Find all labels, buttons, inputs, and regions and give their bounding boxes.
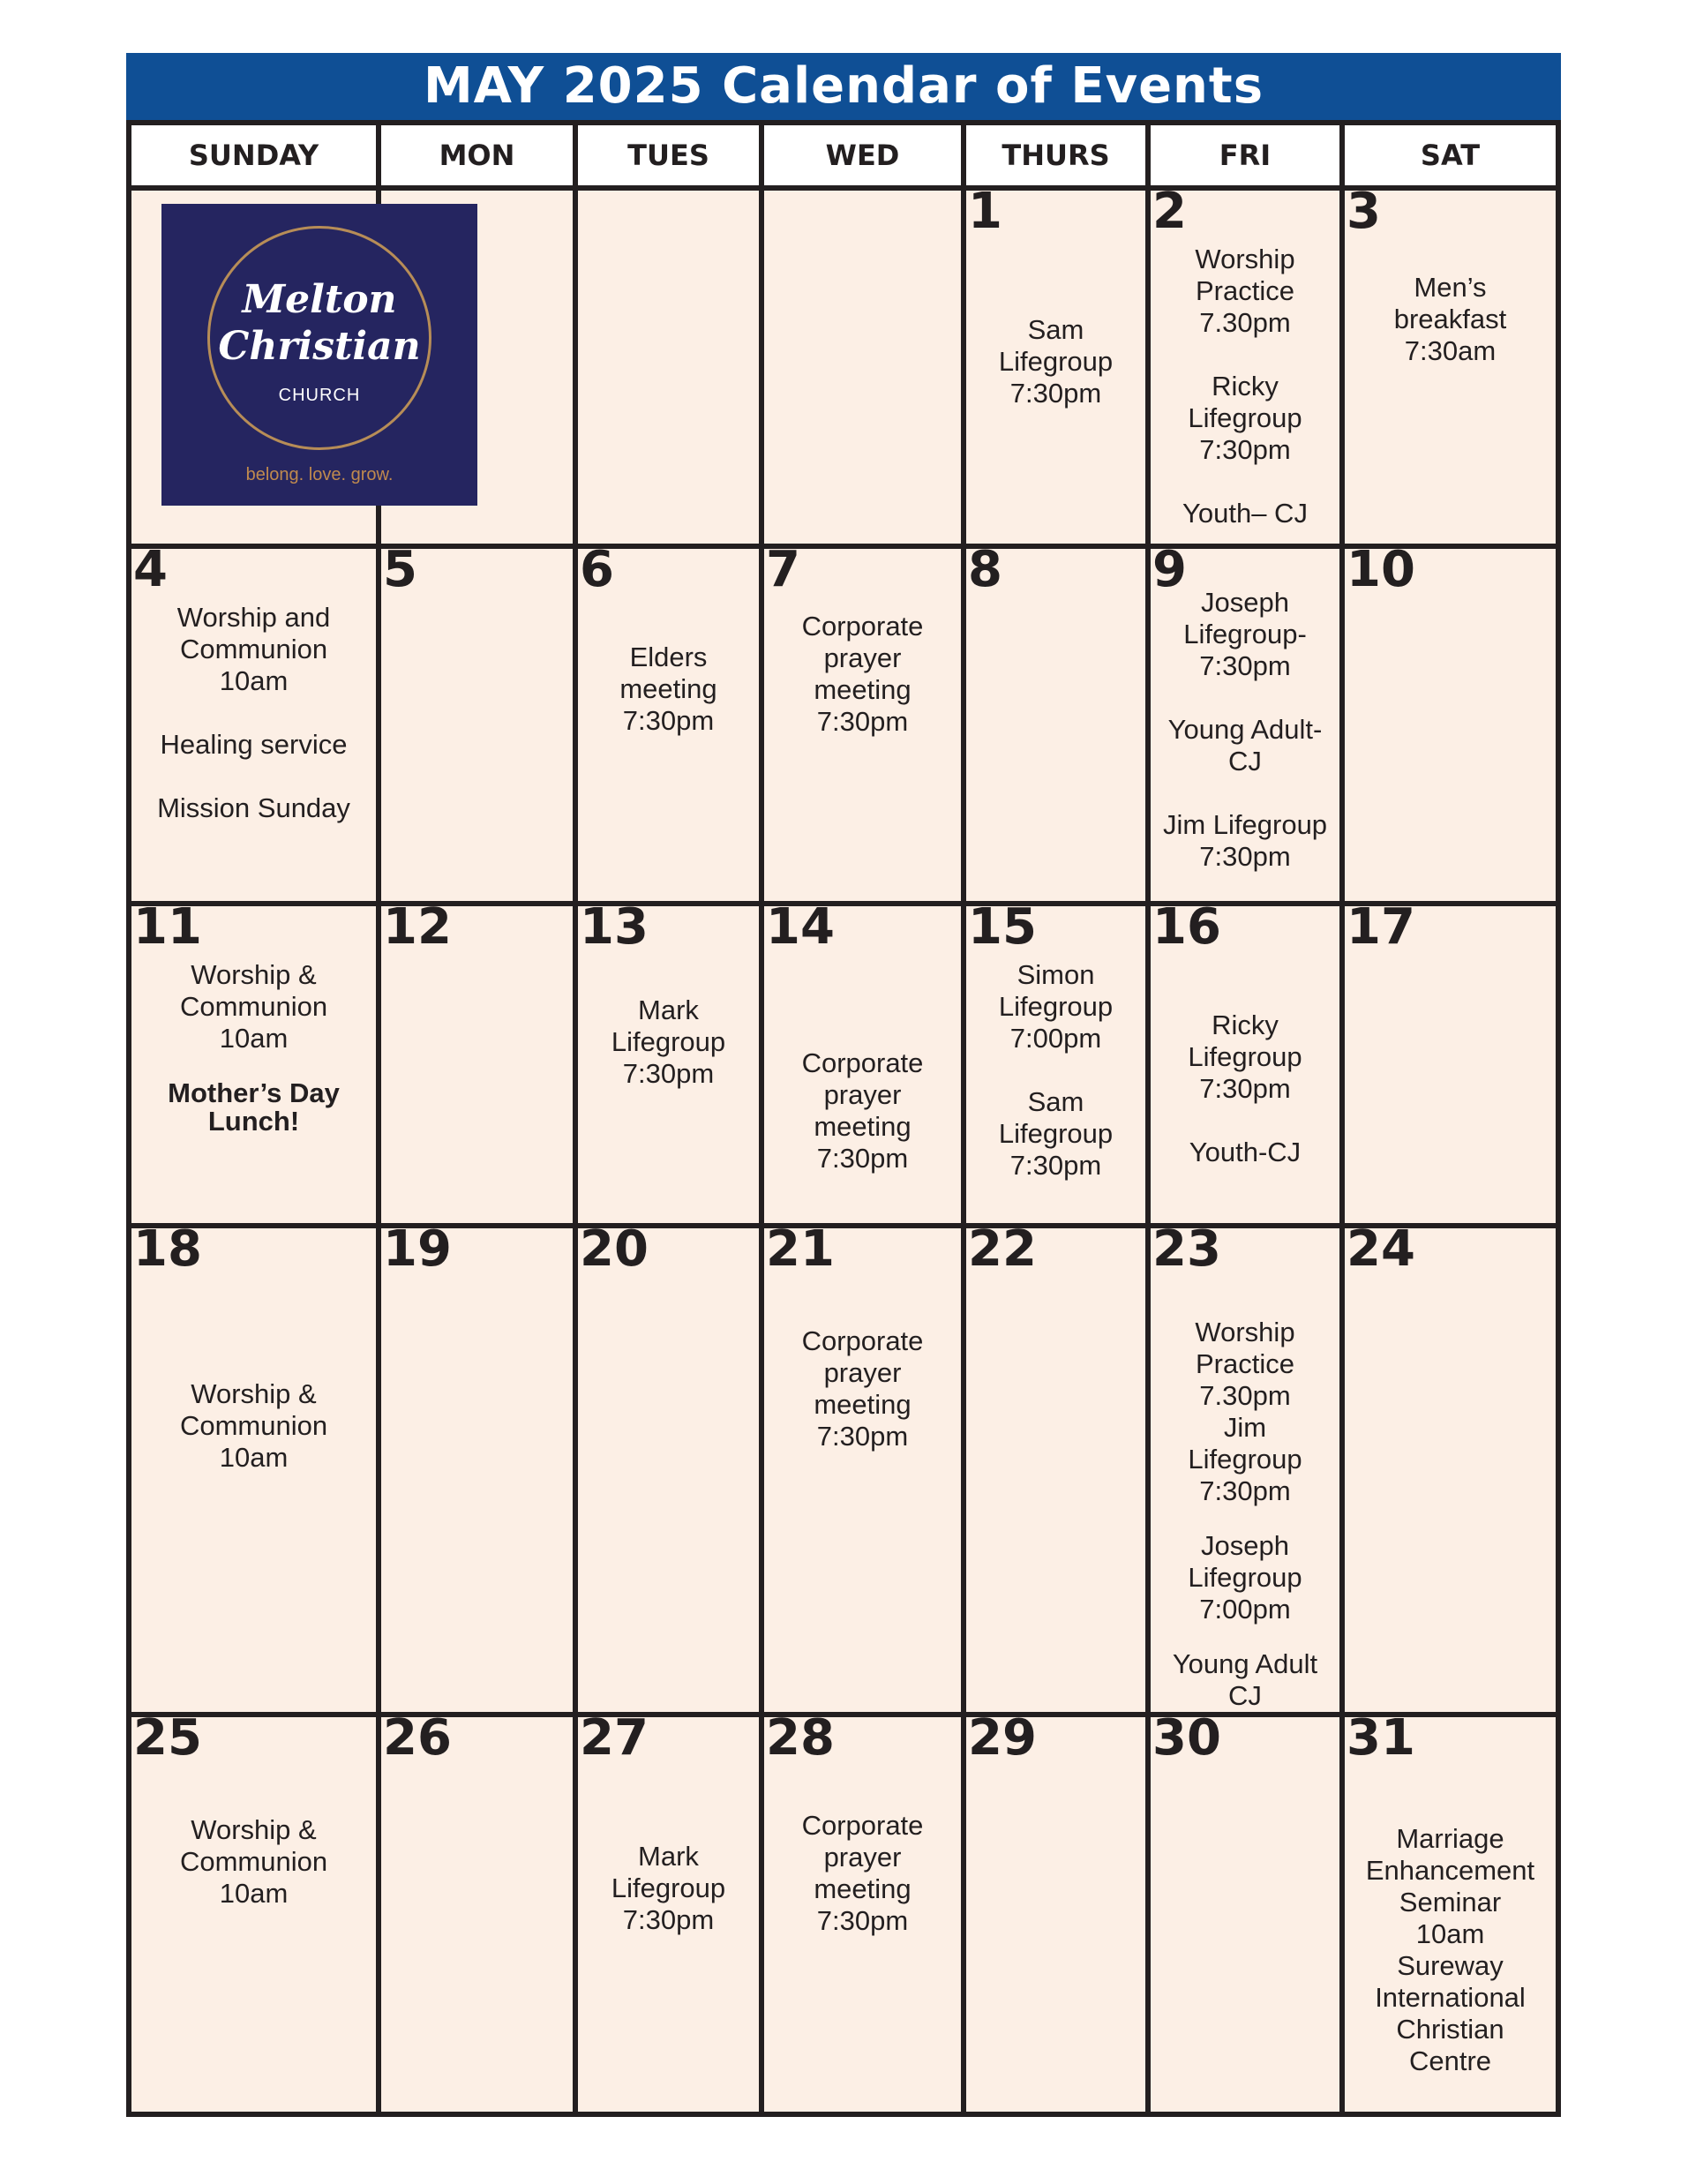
day-cell-29 [966, 1709, 1145, 2112]
day-number: 14 [766, 898, 835, 956]
event-item: Mark Lifegroup 7:30pm [611, 1841, 726, 1935]
event-item: Mark Lifegroup 7:30pm [611, 994, 726, 1089]
event-item: Marriage Enhancement Seminar 10am Sureway International Christian Centre [1365, 1823, 1535, 2076]
event-item: Jim Lifegroup 7:30pm [1162, 809, 1328, 872]
event-item: Corporate prayer meeting 7:30pm [801, 611, 924, 737]
event-item: Corporate prayer meeting 7:30pm [801, 1325, 924, 1452]
day-cell-21 [764, 1220, 961, 1712]
event-item: Sam Lifegroup 7:30pm [998, 1086, 1114, 1181]
event-item: Sam Lifegroup 7:30pm [998, 314, 1114, 409]
event-item: Ricky Lifegroup 7:30pm [1188, 371, 1302, 465]
day-number: 15 [968, 898, 1037, 956]
day-cell-5 [381, 541, 573, 901]
day-cell-30 [1151, 1709, 1339, 2112]
day-number: 17 [1347, 898, 1415, 956]
day-cell-23 [1151, 1220, 1339, 1712]
day-cell-18 [131, 1220, 376, 1712]
day-number: 12 [383, 898, 452, 956]
event-list [131, 1814, 376, 1910]
event-list [131, 1378, 376, 1474]
day-cell-4 [131, 541, 376, 901]
event-item: Worship and Communion 10am [176, 602, 331, 696]
day-cell-31 [1345, 1709, 1556, 2112]
day-number: 20 [580, 1220, 649, 1278]
day-cell-10 [1345, 541, 1556, 901]
event-item: Joseph Lifegroup 7:00pm [1188, 1530, 1302, 1625]
event-item: Corporate prayer meeting 7:30pm [801, 1810, 924, 1936]
event-item: Worship Practice 7.30pm [1195, 1317, 1295, 1411]
day-cell-14 [764, 898, 961, 1223]
empty-day-cell [764, 191, 961, 544]
logo-tagline: belong. love. grow. [245, 465, 394, 484]
day-number: 24 [1347, 1220, 1415, 1278]
event-item: Youth-CJ [1189, 1137, 1302, 1167]
day-number: 26 [383, 1709, 452, 1767]
day-cell-12 [381, 898, 573, 1223]
logo-name-line1: Melton [242, 277, 397, 322]
day-cell-6 [578, 541, 759, 901]
event-list [1151, 1317, 1339, 1712]
church-logo [161, 204, 477, 506]
event-item: Worship & Communion 10am [179, 1814, 328, 1909]
event-list [764, 1047, 961, 1175]
day-cell-11 [131, 898, 376, 1223]
day-cell-20 [578, 1220, 759, 1712]
day-cell-22 [966, 1220, 1145, 1712]
day-number: 11 [133, 898, 202, 956]
day-cell-1 [966, 183, 1145, 544]
event-item: Ricky Lifegroup 7:30pm [1188, 1009, 1302, 1104]
event-list [1151, 244, 1339, 529]
day-cell-25 [131, 1709, 376, 2112]
day-cell-26 [381, 1709, 573, 2112]
day-number: 30 [1152, 1709, 1221, 1767]
event-item: Jim Lifegroup 7:30pm [1188, 1412, 1302, 1506]
event-list [131, 959, 376, 1136]
day-number: 8 [968, 541, 1002, 598]
day-header-thurs: THURS [966, 125, 1145, 185]
event-item: Elders meeting 7:30pm [619, 642, 717, 736]
event-item: Worship & Communion 10am [179, 1378, 328, 1473]
day-number: 4 [133, 541, 168, 598]
event-item: Healing service [160, 729, 348, 760]
day-number: 7 [766, 541, 800, 598]
event-item: Young Adult- CJ [1167, 714, 1323, 777]
day-number: 5 [383, 541, 417, 598]
day-header-fri: FRI [1151, 125, 1339, 185]
day-cell-16 [1151, 898, 1339, 1223]
event-item: Young Adult CJ [1172, 1648, 1318, 1711]
event-list [1345, 272, 1556, 367]
day-number: 29 [968, 1709, 1037, 1767]
day-number: 21 [766, 1220, 835, 1278]
event-list [1345, 1823, 1556, 2077]
day-number: 10 [1347, 541, 1415, 598]
day-number: 1 [968, 183, 1002, 240]
day-cell-2 [1151, 183, 1339, 544]
day-header-mon: MON [381, 125, 573, 185]
day-number: 23 [1152, 1220, 1221, 1278]
day-cell-27 [578, 1709, 759, 2112]
day-number: 9 [1152, 541, 1187, 598]
event-item: Mission Sunday [157, 792, 350, 823]
day-number: 25 [133, 1709, 202, 1767]
day-header-wed: WED [764, 125, 961, 185]
event-list [764, 1810, 961, 1937]
event-item: Joseph Lifegroup- 7:30pm [1183, 587, 1307, 681]
calendar-title: MAY 2025 Calendar of Events [126, 53, 1561, 120]
day-cell-15 [966, 898, 1145, 1223]
day-cell-9 [1151, 541, 1339, 901]
day-number: 16 [1152, 898, 1221, 956]
day-number: 18 [133, 1220, 202, 1278]
event-list [578, 1841, 759, 1936]
event-item: Worship Practice 7.30pm [1195, 244, 1295, 338]
event-list [1151, 587, 1339, 873]
empty-day-cell [578, 191, 759, 544]
logo-subtitle: CHURCH [278, 386, 361, 405]
event-list [578, 642, 759, 737]
event-list [1151, 1009, 1339, 1168]
day-number: 28 [766, 1709, 835, 1767]
day-cell-17 [1345, 898, 1556, 1223]
event-list [966, 959, 1145, 1182]
day-header-sat: SAT [1345, 125, 1556, 185]
event-list [966, 314, 1145, 409]
event-list [764, 1325, 961, 1452]
day-cell-7 [764, 541, 961, 901]
event-item: Men’s breakfast 7:30am [1393, 272, 1507, 366]
day-number: 31 [1347, 1709, 1415, 1767]
day-header-tues: TUES [578, 125, 759, 185]
day-number: 19 [383, 1220, 452, 1278]
day-number: 2 [1152, 183, 1187, 240]
day-number: 6 [580, 541, 614, 598]
day-cell-24 [1345, 1220, 1556, 1712]
day-number: 3 [1347, 183, 1381, 240]
event-item: Mother’s Day Lunch! [168, 1077, 340, 1137]
day-cell-13 [578, 898, 759, 1223]
day-number: 13 [580, 898, 649, 956]
day-cell-8 [966, 541, 1145, 901]
event-item: Simon Lifegroup 7:00pm [998, 959, 1114, 1054]
event-list [764, 611, 961, 738]
event-list [131, 602, 376, 824]
event-item: Corporate prayer meeting 7:30pm [801, 1047, 924, 1174]
event-list [578, 994, 759, 1090]
day-cell-3 [1345, 183, 1556, 544]
logo-name-line2: Christian [218, 324, 421, 369]
day-number: 27 [580, 1709, 649, 1767]
day-cell-28 [764, 1709, 961, 2112]
day-cell-19 [381, 1220, 573, 1712]
day-number: 22 [968, 1220, 1037, 1278]
event-item: Youth– CJ [1182, 498, 1308, 529]
event-item: Worship & Communion 10am [179, 959, 328, 1054]
day-header-sunday: SUNDAY [131, 125, 376, 185]
